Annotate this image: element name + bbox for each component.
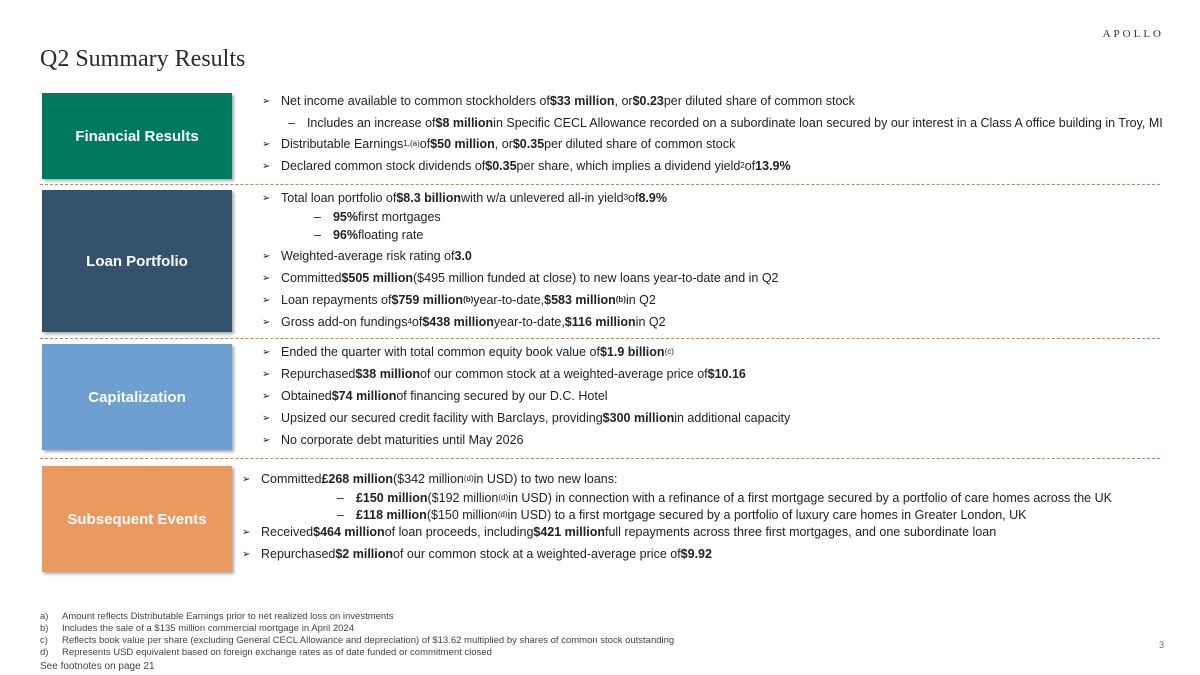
list-item: ➢ Repurchased $38 million of our common stock at a weighted-average price of $10.16 [262,367,746,381]
arrow-bullet-icon: ➢ [242,473,251,485]
arrow-bullet-icon: ➢ [262,434,271,446]
footnotes [40,611,674,659]
sub-list-item: – 95% first mortgages [314,210,441,224]
list-item: ➢ Net income available to common stockholders of $33 million , or $0.23 per diluted share of common stock [262,94,855,108]
arrow-bullet-icon: ➢ [262,390,271,402]
see-footnotes-note: See footnotes on page 21 [40,661,155,672]
arrow-bullet-icon: ➢ [262,272,271,284]
section-divider [40,338,1160,339]
arrow-bullet-icon: ➢ [262,192,271,204]
arrow-bullet-icon: ➢ [262,346,271,358]
footnote: c) Reflects book value per share (excluding General CECL Allowance and depreciation) of $13.62 multiplied by shares of common stock outstanding [40,635,675,646]
section-divider [40,184,1160,185]
arrow-bullet-icon: ➢ [262,294,271,306]
sub-list-item: – £150 million ($192 million (d) in USD) in connection with a refinance of a first mortgage secured by a portfolio of care homes across the UK [337,491,1112,505]
footnote: a) Amount reflects Distributable Earnings prior to net realized loss on investments [40,611,394,622]
list-item: ➢ Weighted-average risk rating of 3.0 [262,249,472,263]
footnote: d) Represents USD equivalent based on foreign exchange rates as of date funded or commitment closed [40,647,492,658]
list-item: ➢ Committed $505 million ($495 million funded at close) to new loans year-to-date and in Q2 [262,271,779,285]
arrow-bullet-icon: ➢ [262,412,271,424]
section-divider [40,458,1160,459]
apollo-logo: APOLLO [1102,28,1164,40]
subsequent-events-label: Subsequent Events [42,466,232,572]
arrow-bullet-icon: ➢ [262,95,271,107]
arrow-bullet-icon: ➢ [262,316,271,328]
arrow-bullet-icon: ➢ [262,368,271,380]
arrow-bullet-icon: ➢ [262,250,271,262]
sub-list-item: – £118 million ($150 million (d) in USD) to a first mortgage secured by a portfolio of luxury care homes in Greater London, UK [337,508,1027,522]
loan-portfolio-section [40,188,1160,334]
list-item: ➢ Received $464 million of loan proceeds, including $421 million full repayments across three first mortgages, and one subordinate loan [242,525,997,539]
capitalization-label: Capitalization [42,344,232,450]
arrow-bullet-icon: ➢ [242,526,251,538]
sub-list-item: – 96% floating rate [314,228,424,242]
page-number: 3 [1158,640,1164,650]
list-item: ➢ Declared common stock dividends of $0.35 per share, which implies a dividend yield 2 of 13.9% [262,159,791,173]
list-item: ➢ Repurchased $2 million of our common stock at a weighted-average price of $9.92 [242,547,712,561]
financial-results-section [40,92,1163,180]
arrow-bullet-icon: ➢ [262,160,271,172]
arrow-bullet-icon: ➢ [262,138,271,150]
list-item: ➢ Gross add-on fundings 4 of $438 million year-to-date, $116 million in Q2 [262,315,666,329]
list-item: ➢ Total loan portfolio of $8.3 billion with w/a unlevered all-in yield 3 of 8.9% [262,191,667,205]
list-item: ➢ Upsized our secured credit facility with Barclays, providing $300 million in additional capacity [262,411,791,425]
capitalization-section [40,342,1160,454]
footnote: b) Includes the sale of a $135 million commercial mortgage in April 2024 [40,623,355,634]
list-item: ➢ Committed £268 million ($342 million (d) in USD) to two new loans: [242,472,618,486]
list-item: ➢ No corporate debt maturities until May 2026 [262,433,524,447]
financial-results-label: Financial Results [42,93,232,179]
arrow-bullet-icon: ➢ [242,548,251,560]
list-item: ➢ Loan repayments of $759 million (b) year-to-date, $583 million (b) in Q2 [262,293,656,307]
sub-list-item: – Includes an increase of $8 million in Specific CECL Allowance recorded on a subordinate loan secured by our interest in a Class A office building in Troy, MI [288,116,1163,130]
list-item: ➢ Obtained $74 million of financing secured by our D.C. Hotel [262,389,608,403]
list-item: ➢ Ended the quarter with total common equity book value of $1.9 billion (c) [262,345,674,359]
loan-portfolio-label: Loan Portfolio [42,190,232,332]
page-title: Q2 Summary Results [40,46,246,72]
list-item: ➢ Distributable Earnings 1,(a) of $50 million , or $0.35 per diluted share of common stock [262,137,736,151]
subsequent-events-section [40,462,1160,574]
